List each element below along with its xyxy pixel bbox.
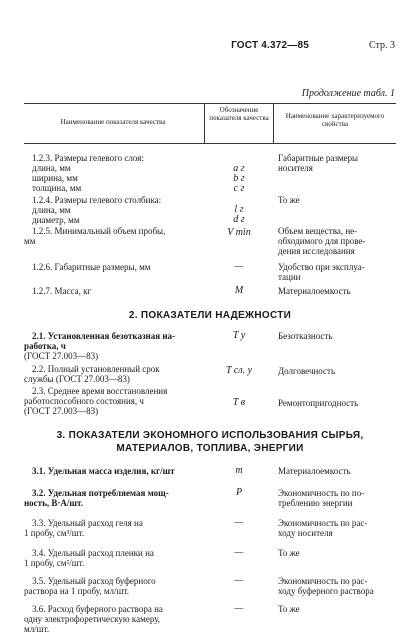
row-name-line: 3.6. Расход буферного раствора на [32,604,163,614]
row-characteristic-line: тации [278,272,301,282]
row-symbol: — [234,517,244,528]
table-header-bottom-rule [24,143,396,144]
row-name-line: диаметр, мм [32,215,80,225]
row-name-line: длина, мм [32,205,71,215]
row-characteristic-line: Ремонтопригодность [278,398,359,408]
row-name-line: мм [24,236,36,246]
section-title-economy-line2: МАТЕРИАЛОВ, ТОПЛИВА, ЭНЕРГИИ [116,443,304,454]
document-code: ГОСТ 4.372—85 [231,40,309,51]
row-name-line: толщина, мм [32,183,82,193]
row-name-line: (ГОСТ 27.003—83) [24,406,99,416]
column-header-name: Наименование показателя качества [60,118,166,126]
row-name-line: 2.2. Полный установленный срок [32,364,160,374]
row-symbol: P [235,487,243,498]
row-symbol: M [234,285,244,296]
row-name-line: 1.2.3. Размеры гелевого слоя: [32,153,144,163]
row-name-line: (ГОСТ 27.003—83) [24,351,99,361]
page-header [0,0,419,60]
column-divider-2 [273,103,274,143]
row-name-line: работоспособного состояния, ч [24,396,144,406]
row-name-line: 1 пробу, см²/шт. [24,558,85,568]
row-name-line: 3.1. Удельная масса изделия, кг/шт [32,466,175,476]
row-symbol: V min [227,227,251,238]
row-name-line: 1 пробу, см³/шт. [24,528,85,538]
row-name-line: работка, ч [24,341,66,351]
row-characteristic-line: То же [278,604,300,614]
row-symbol: c г [233,183,245,194]
row-name-line: раствора на 1 пробу, мл/шт. [24,586,129,596]
row-name-line: одну электрофоретическую камеру, [24,614,161,624]
row-symbol: m [235,465,243,476]
row-symbol: T в [232,397,246,408]
row-name-line: мл/шт. [24,624,50,634]
row-characteristic-line: Экономичность по рас- [278,518,368,528]
row-characteristic-line: Долговечность [278,366,336,376]
row-name-line: 3.4. Удельный расход пленки на [32,548,154,558]
row-name-line: ность, В·А/шт. [24,498,83,508]
row-characteristic-line: Объем вещества, не- [278,226,358,236]
row-symbol: d г [233,214,245,225]
row-name-line: 1.2.6. Габаритные размеры, мм [32,262,151,272]
row-symbol: b г [233,173,245,184]
column-header-characteristic: Наименование характеризуемого свойства [285,112,385,128]
row-characteristic-line: Материалоемкость [278,286,351,296]
row-characteristic-line: Удобство при эксплуа- [278,262,365,272]
column-header-symbol: Обозначение показателя качества [209,106,269,122]
row-name-line: 3.3. Удельный расход геля на [32,518,143,528]
row-characteristic-line: Экономичность по рас- [278,576,368,586]
row-symbol: T сл. у [225,365,253,376]
row-characteristic-line: Экономичность по по- [278,488,365,498]
row-symbol: — [234,575,244,586]
section-title-reliability: 2. ПОКАЗАТЕЛИ НАДЕЖНОСТИ [128,310,292,321]
row-characteristic-line: Безотказность [278,331,333,341]
row-symbol: l г [234,204,244,215]
table-continuation-note: Продолжение табл. 1 [301,88,395,99]
row-name-line: службы (ГОСТ 27.003—83) [24,374,130,384]
row-symbol: — [234,603,244,614]
row-symbol: a г [233,163,245,174]
row-characteristic-line: То же [278,195,300,205]
row-characteristic-line: носителя [278,163,313,173]
row-name-line: 1.2.7. Масса, кг [32,286,92,296]
row-characteristic-line: Материалоемкость [278,466,351,476]
row-characteristic-line: ходу носителя [278,528,333,538]
row-name-line: ширина, мм [32,173,78,183]
row-name-line: 2.3. Среднее время восстановления [32,386,168,396]
row-characteristic-line: То же [278,548,300,558]
row-name-line: 1.2.4. Размеры гелевого столбика: [32,195,162,205]
row-symbol: T у [232,330,246,341]
section-title-economy-line1: 3. ПОКАЗАТЕЛИ ЭКОНОМНОГО ИСПОЛЬЗОВАНИЯ СЫРЬЯ, [56,430,364,441]
row-characteristic-line: треблению энергии [278,498,353,508]
row-name-line: 1.2.5. Минимальный объем пробы, [32,226,166,236]
row-characteristic-line: дения исследования [278,246,355,256]
row-characteristic-line: ходу буферного раствора [278,586,374,596]
row-characteristic-line: Габаритные размеры [278,153,359,163]
row-symbol: — [234,547,244,558]
row-name-line: 2.1. Установленная безотказная на- [32,331,176,341]
row-symbol: — [234,261,244,272]
row-name-line: 3.5. Удельный расход буферного [32,576,156,586]
table-top-rule [24,103,396,104]
row-name-line: 3.2. Удельная потребляемая мощ- [32,488,169,498]
page-number: Стр. 3 [368,40,395,51]
row-name-line: длина, мм [32,163,71,173]
column-divider-1 [204,103,205,143]
row-characteristic-line: обходимого для прове- [278,236,366,246]
